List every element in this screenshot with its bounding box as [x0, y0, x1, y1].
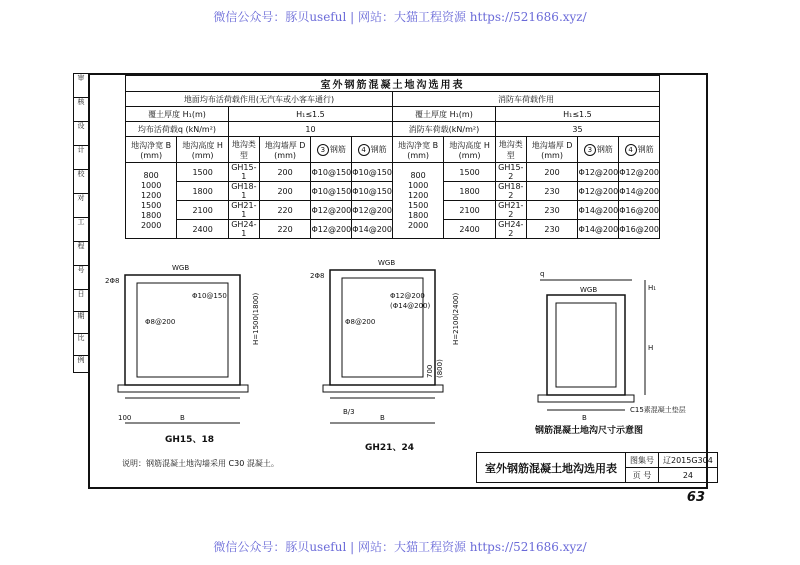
side-cell: 计	[74, 146, 88, 170]
right-group-header: 消防车荷载作用	[392, 92, 659, 107]
load-left-label: 均布活荷载q (kN/m²)	[126, 122, 229, 137]
cover-label: 覆土厚度 H₁(m)	[126, 107, 229, 122]
col-header-rebar3: 3 钢筋	[578, 137, 619, 163]
trench-3-inner	[556, 303, 616, 387]
cover-label: 覆土厚度 H₁(m)	[392, 107, 495, 122]
d2-phi12: Φ12@200	[390, 292, 425, 300]
side-cell: 对	[74, 194, 88, 218]
drawing-2-label: GH21、24	[365, 443, 414, 453]
d3-q: q	[540, 270, 545, 278]
drawing-3-label: 钢筋混凝土地沟尺寸示意图	[535, 426, 644, 436]
col-header-rebar4: 4 钢筋	[352, 137, 393, 163]
d1-100: 100	[118, 414, 132, 422]
table-title: 室外钢筋混凝土地沟选用表	[126, 76, 660, 92]
d1-b: B	[180, 414, 185, 422]
d2-phi14: (Φ14@200)	[390, 302, 431, 310]
cover-value: H₁≤1.5	[495, 107, 659, 122]
page-number: 63	[686, 490, 705, 505]
trench-3-outer	[547, 295, 625, 395]
side-cell: 审	[74, 74, 88, 98]
d1-wgb: WGB	[172, 264, 190, 272]
load-right-value: 35	[495, 122, 659, 137]
watermark-top: 微信公众号：豚贝useful | 网站：大猫工程资源 https://521686.xyz/	[213, 10, 587, 24]
d3-h: H	[648, 344, 654, 352]
watermark-bottom: 微信公众号：豚贝useful | 网站：大猫工程资源 https://521686.xyz/	[213, 540, 587, 554]
col-header-type: 地沟类型	[228, 137, 259, 163]
side-cell: 工	[74, 218, 88, 242]
d3-wgb: WGB	[580, 286, 598, 294]
side-cell: 日	[74, 290, 88, 312]
load-left-value: 10	[228, 122, 392, 137]
d3-b: B	[582, 414, 587, 422]
rebar-number: 4	[358, 144, 370, 156]
trench-3-slab	[538, 395, 634, 402]
d3-h1: H₁	[648, 284, 657, 292]
side-cell: 校	[74, 170, 88, 194]
atlas-label: 图集号	[626, 453, 659, 468]
drawing-1-label: GH15、18	[165, 435, 214, 445]
d2-height: H=2100(2400)	[452, 292, 460, 345]
d2-700: 700	[426, 364, 434, 378]
d3-c15: C15素混凝土垫层	[630, 406, 686, 414]
page-label: 页 号	[626, 468, 659, 483]
col-header-thickness: 地沟墙厚 D (mm)	[259, 137, 311, 163]
side-cell: 程	[74, 242, 88, 266]
d2-b3: B/3	[343, 408, 355, 416]
col-header-type: 地沟类型	[495, 137, 526, 163]
side-cell: 号	[74, 266, 88, 290]
table-row: 800 1000 1200 1500 1800 2000 1500 GH15-1 200 Φ10@150 Φ10@150 800 1000 1200 1500 1800 2000 1500 GH15-2 200 Φ12@200 Φ12@200	[126, 163, 660, 182]
title-block-title: 室外钢筋混凝土地沟选用表	[477, 453, 626, 483]
side-cell: 核	[74, 98, 88, 122]
col-header-rebar4: 4 钢筋	[619, 137, 660, 163]
col-header-width: 地沟净宽 B (mm)	[126, 137, 177, 163]
col-header-height: 地沟高度 H (mm)	[444, 137, 496, 163]
side-cell: 比	[74, 334, 88, 356]
rebar-number: 3	[584, 144, 596, 156]
title-block	[476, 452, 718, 483]
left-group-header: 地面均布活荷载作用(无汽车或小客车通行)	[126, 92, 393, 107]
d1-phi8: Φ8@200	[145, 318, 176, 326]
d1-phi10: Φ10@150	[192, 292, 227, 300]
load-right-label: 消防车荷载(kN/m²)	[392, 122, 495, 137]
trench-2-outer	[330, 270, 435, 385]
cover-value: H₁≤1.5	[228, 107, 392, 122]
d2-800: (800)	[436, 359, 444, 378]
col-header-thickness: 地沟墙厚 D (mm)	[526, 137, 578, 163]
d1-height: H=1500(1800)	[252, 292, 260, 345]
col-header-width: 地沟净宽 B (mm)	[392, 137, 443, 163]
rebar-number: 4	[625, 144, 637, 156]
atlas-value: 辽2015G304	[659, 453, 718, 468]
trench-1-slab	[118, 385, 248, 392]
d2-2phi8: 2Φ8	[310, 272, 325, 280]
side-cell: 期	[74, 312, 88, 334]
col-header-height: 地沟高度 H (mm)	[177, 137, 229, 163]
table-row: 2100 GH21-1 220 Φ12@200 Φ12@200 2100 GH21-2 230 Φ14@200 Φ16@200	[126, 201, 660, 220]
side-cell: 例	[77, 356, 85, 364]
d2-wgb: WGB	[378, 259, 396, 267]
d1-2phi8: 2Φ8	[105, 277, 120, 285]
col-header-rebar3: 3 钢筋	[311, 137, 352, 163]
note: 说明：钢筋混凝土地沟墙采用 C30 混凝土。	[122, 459, 279, 468]
table-row: 1800 GH18-1 200 Φ10@150 Φ10@150 1800 GH18-2 230 Φ12@200 Φ14@200	[126, 182, 660, 201]
rebar-number: 3	[317, 144, 329, 156]
d2-phi8: Φ8@200	[345, 318, 376, 326]
trench-2-slab	[323, 385, 443, 392]
table-row: 2400 GH24-1 220 Φ12@200 Φ14@200 2400 GH24-2 230 Φ14@200 Φ16@200	[126, 220, 660, 239]
d2-b: B	[380, 414, 385, 422]
width-cell: 800 1000 1200 1500 1800 2000	[392, 163, 443, 239]
width-cell: 800 1000 1200 1500 1800 2000	[126, 163, 177, 239]
side-cell: 设	[74, 122, 88, 146]
page-value: 24	[659, 468, 718, 483]
